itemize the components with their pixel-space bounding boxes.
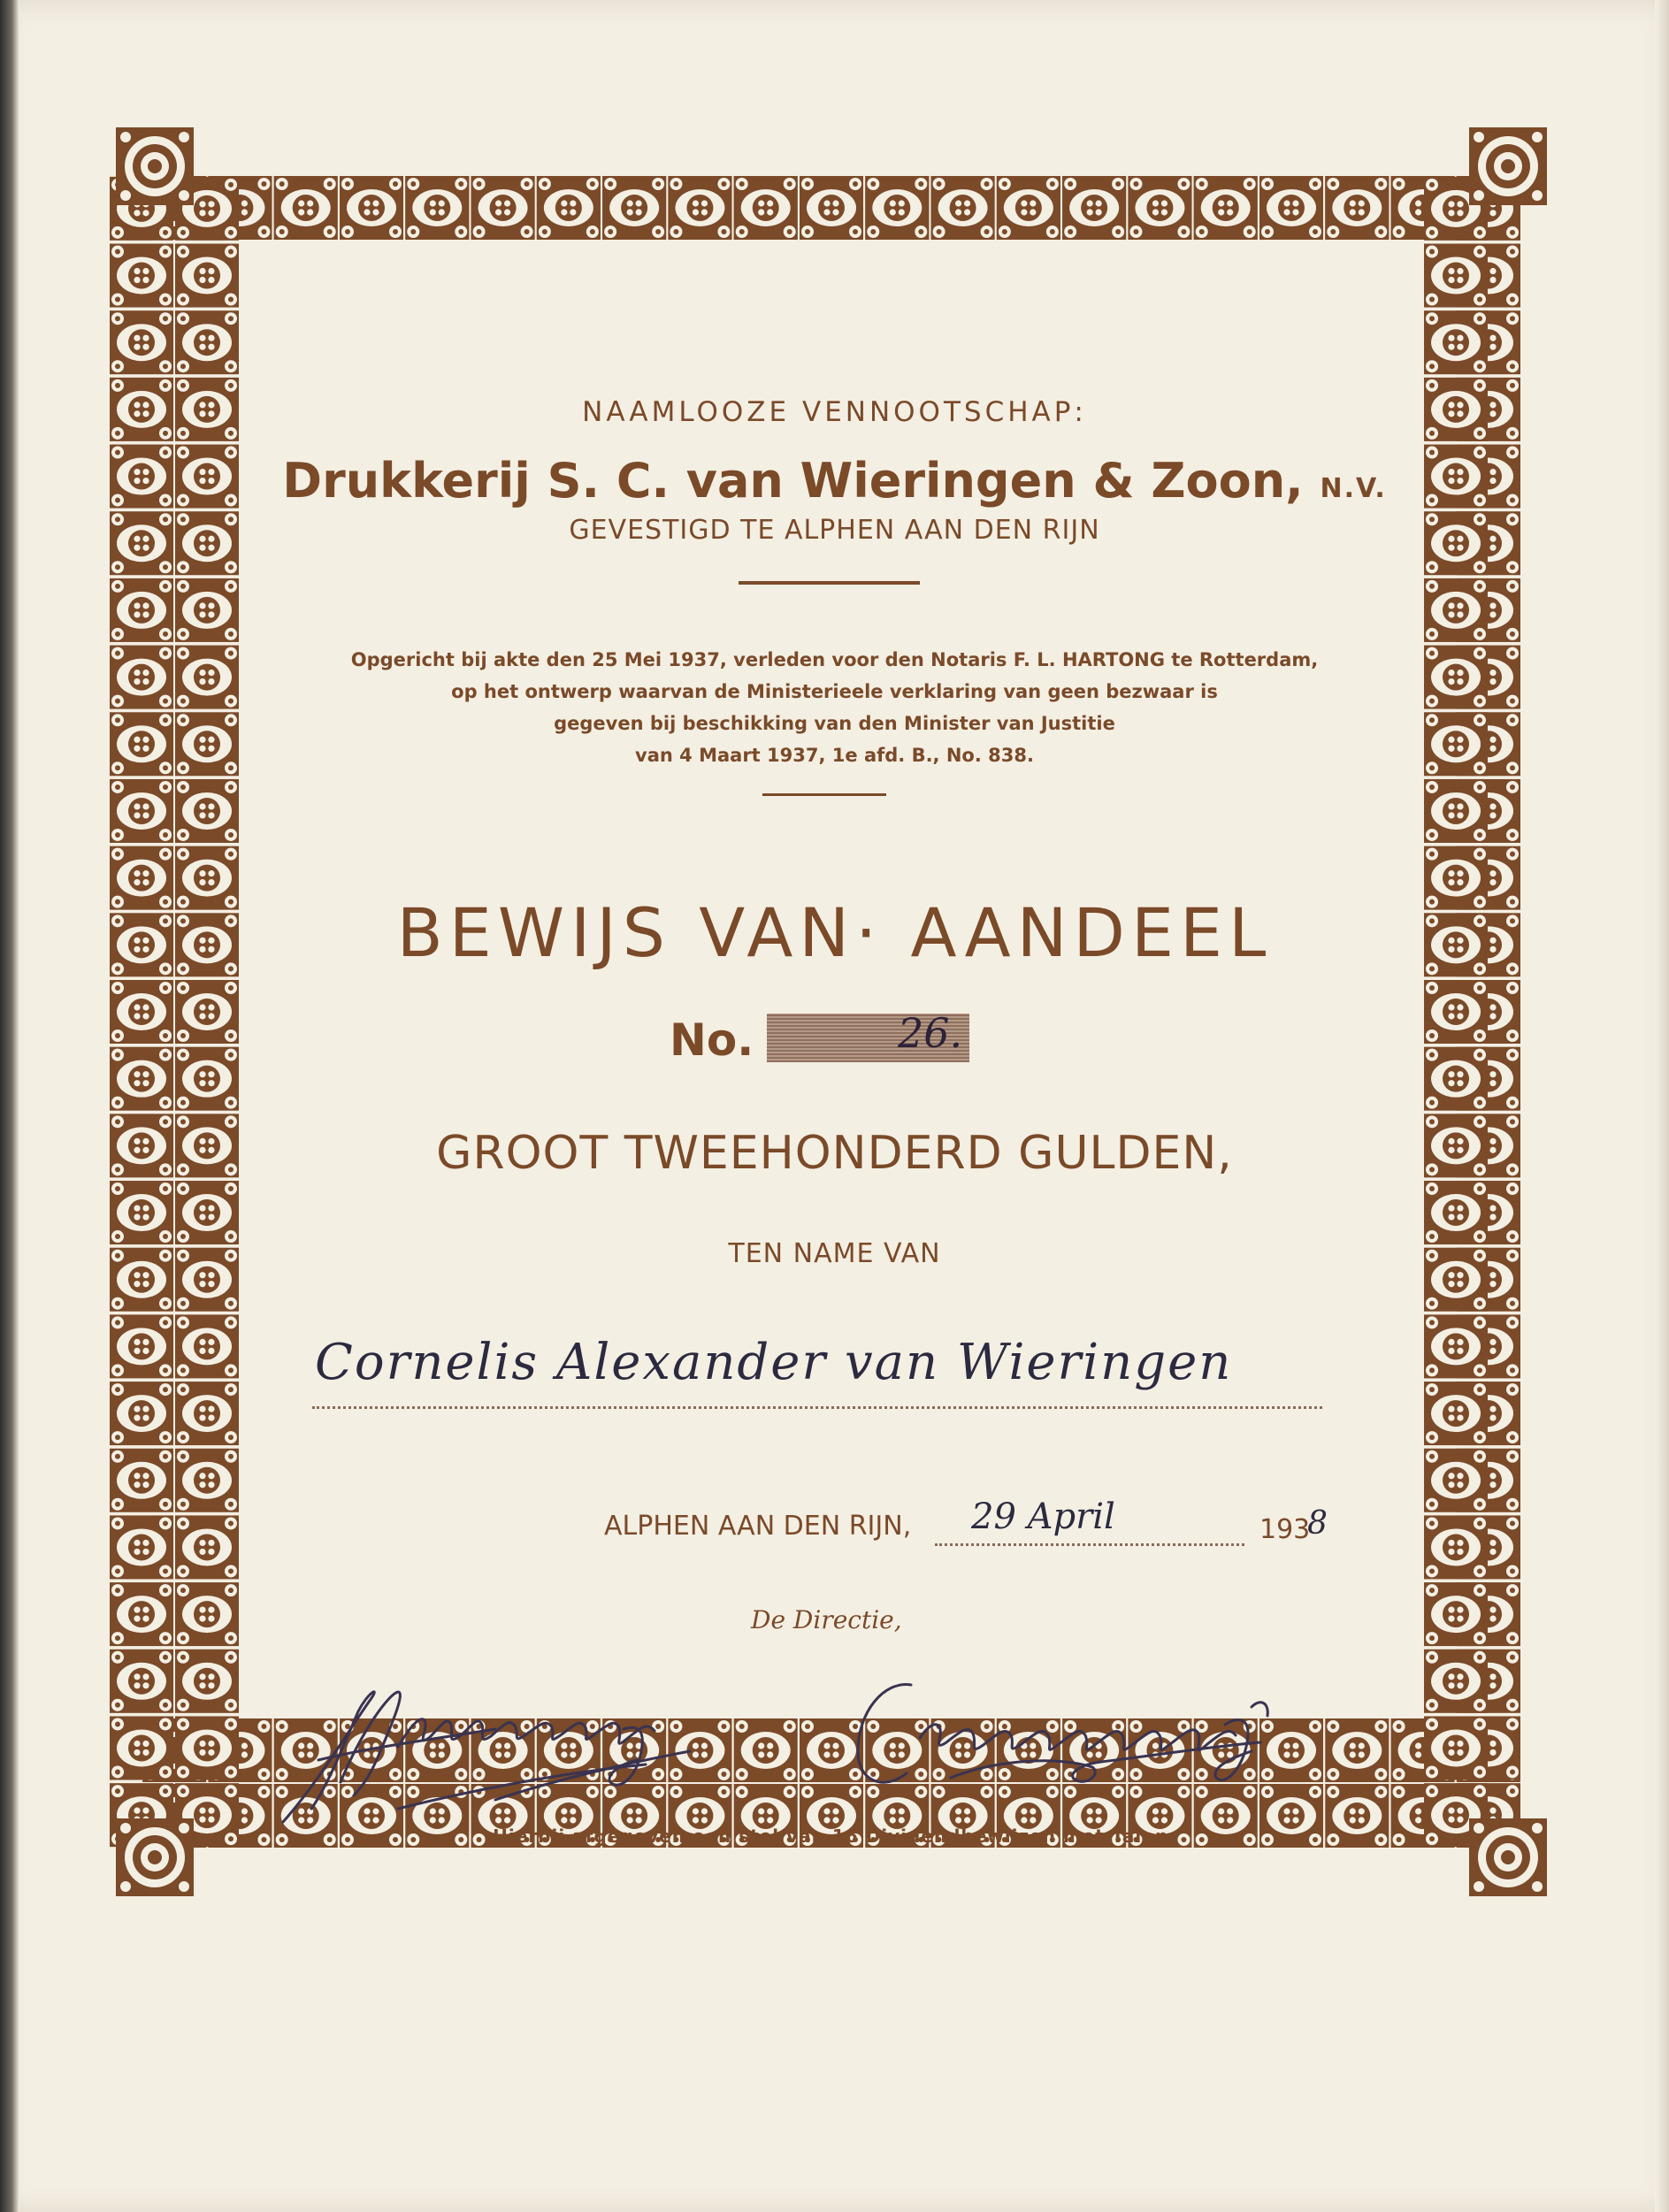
share-amount: GROOT TWEEHONDERD GULDEN, <box>436 1127 1233 1180</box>
company-name-text: Drukkerij S. C. van Wieringen & Zoon, <box>282 453 1304 509</box>
founding-line-2: op het ontwerp waarvan de Ministerieele verklaring van geen bezwaar is <box>451 681 1218 702</box>
holder-dotted-line <box>312 1406 1322 1409</box>
number-label: No. <box>670 1014 754 1066</box>
founding-line-1: Opgericht bij akte den 25 Mei 1937, verleden voor den Notaris F. L. HARTONG te Rotterdam, <box>350 649 1319 670</box>
document-title: BEWIJS VAN· AANDEEL <box>396 893 1273 972</box>
founding-line-3: gegeven bij beschikking van den Minister van Justitie <box>554 713 1115 734</box>
holder-label: TEN NAME VAN <box>728 1238 941 1269</box>
board-label: De Directie, <box>751 1605 902 1634</box>
coupon-note: Hierbij afgegeven een stel van 16 Dividendbewijzen met Talon. <box>493 1825 1176 1847</box>
signature-right-icon <box>836 1663 1313 1813</box>
date-dotted-line <box>935 1543 1244 1546</box>
issue-date: 29 April <box>971 1496 1115 1537</box>
company-suffix: N.V. <box>1320 473 1387 504</box>
year-suffix: 8 <box>1307 1505 1328 1542</box>
signature-left-icon <box>265 1676 761 1835</box>
holder-name: Cornelis Alexander van Wieringen <box>315 1334 1233 1391</box>
founding-line-4: van 4 Maart 1937, 1e afd. B., No. 838. <box>635 745 1034 766</box>
place-label: ALPHEN AAN DEN RIJN, <box>604 1511 912 1542</box>
year-prefix: 193 <box>1259 1514 1311 1545</box>
company-form-label: NAAMLOOZE VENNOOTSCHAP: <box>582 396 1087 428</box>
divider-rule <box>739 581 920 585</box>
divider-rule <box>762 793 886 796</box>
company-name <box>0 453 1669 509</box>
company-seat: GEVESTIGD TE ALPHEN AAN DEN RIJN <box>569 515 1100 546</box>
certificate-number: 26. <box>898 1009 963 1057</box>
